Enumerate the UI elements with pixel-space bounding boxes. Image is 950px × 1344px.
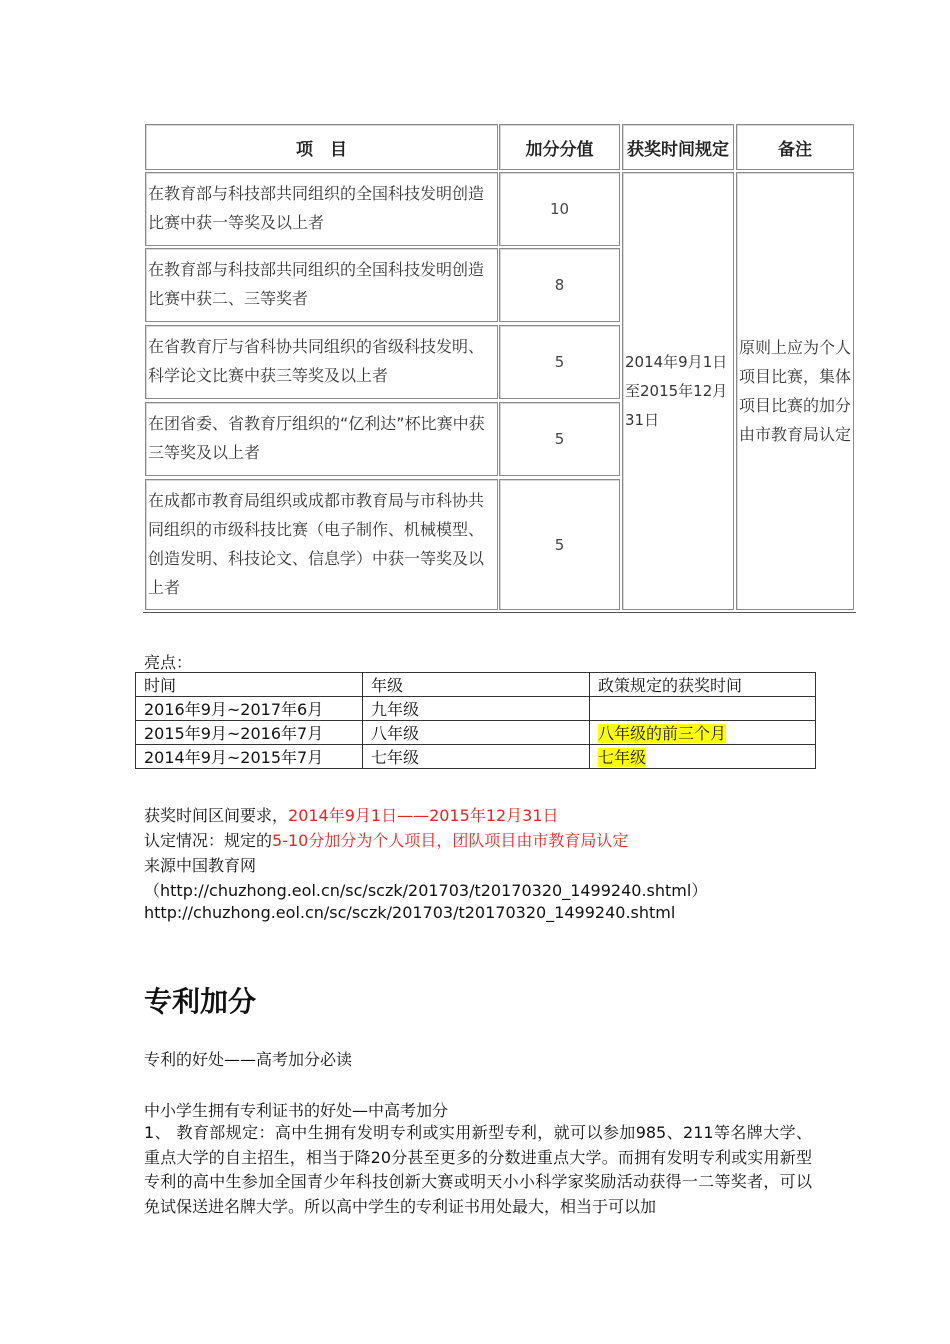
cell-policy-time [590, 745, 816, 769]
award-period-value: 2014年9月1日——2015年12月31日 [288, 806, 559, 825]
table-row-item: 在教育部与科技部共同组织的全国科技发明创造比赛中获一等奖及以上者 [145, 172, 498, 246]
table-row [136, 697, 816, 721]
subtitle: 专利的好处——高考加分必读 [144, 1050, 353, 1069]
cell-grade: 八年级 [363, 721, 590, 745]
table-row [136, 745, 816, 769]
highlights-label: 亮点： [144, 653, 193, 672]
header-item: 项 目 [145, 124, 498, 170]
table-row-value: 5 [499, 325, 620, 399]
recognition-prefix: 认定情况：规定的 [144, 831, 273, 850]
award-period-prefix: 获奖时间区间要求， [144, 806, 289, 825]
award-period-line [144, 803, 559, 826]
bonus-points-table [143, 122, 856, 613]
header-policy-time: 政策规定的获奖时间 [590, 673, 816, 697]
header-time-rule: 获奖时间规定 [622, 124, 734, 170]
table-row-item: 在教育部与科技部共同组织的全国科技发明创造比赛中获二、三等奖者 [145, 248, 498, 322]
benefit-heading: 中小学生拥有专利证书的好处—中高考加分 [144, 1101, 449, 1120]
cell-policy-time [590, 721, 816, 745]
grade-time-table [135, 672, 816, 769]
recognition-value: 5-10分加分为个人项目，团队项目由市教育局认定 [272, 831, 629, 850]
table-row-value: 8 [499, 248, 620, 322]
cell-time: 2015年9月~2016年7月 [136, 721, 363, 745]
highlighted-text: 八年级的前三个月 [598, 724, 727, 743]
paragraph-1: 1、 教育部规定：高中生拥有发明专利或实用新型专利，就可以参加985、211等名牌大学、重点大学的自主招生，相当于降20分甚至更多的分数进重点大学。而拥有发明专利或实用新型专利的高中生参加全国青少年科技创新大赛或明天小小科学家奖励活动获得一二等奖者，可以免试保送进名牌大学。所以高中学生的专利证书用处最大，相当于可以加 [144, 1123, 812, 1216]
header-value: 加分分值 [499, 124, 620, 170]
cell-time: 2016年9月~2017年6月 [136, 697, 363, 721]
table-row-item: 在省教育厅与省科协共同组织的省级科技发明、科学论文比赛中获三等奖及以上者 [145, 325, 498, 399]
table-row [136, 721, 816, 745]
time-rule-cell: 2014年9月1日至2015年12月31日 [622, 172, 734, 610]
cell-grade: 九年级 [363, 697, 590, 721]
header-note: 备注 [736, 124, 854, 170]
table-row-item: 在成都市教育局组织或成都市教育局与市科协共同组织的市级科技比赛（电子制作、机械模型、创造发明、科技论文、信息学）中获一等奖及以上者 [145, 479, 498, 610]
cell-time: 2014年9月~2015年7月 [136, 745, 363, 769]
table-row-item: 在团省委、省教育厅组织的“亿利达”杯比赛中获三等奖及以上者 [145, 402, 498, 476]
table-row-value: 5 [499, 479, 620, 610]
cell-policy-time [590, 697, 816, 721]
source-label: 来源中国教育网 [144, 856, 257, 875]
table-row-value: 10 [499, 172, 620, 246]
highlighted-text: 七年级 [598, 748, 647, 767]
header-grade: 年级 [363, 673, 590, 697]
table-row-value: 5 [499, 402, 620, 476]
recognition-line [144, 828, 628, 851]
header-time: 时间 [136, 673, 363, 697]
source-url-paren: （http://chuzhong.eol.cn/sc/sczk/201703/t20170320_1499240.shtml） [144, 881, 708, 900]
source-url[interactable]: http://chuzhong.eol.cn/sc/sczk/201703/t20170320_1499240.shtml [144, 903, 676, 922]
cell-grade: 七年级 [363, 745, 590, 769]
table-bottom-rule [143, 612, 856, 613]
section-heading: 专利加分 [144, 985, 257, 1018]
note-cell: 原则上应为个人项目比赛，集体项目比赛的加分由市教育局认定 [736, 172, 854, 610]
table-header-row [136, 673, 816, 697]
